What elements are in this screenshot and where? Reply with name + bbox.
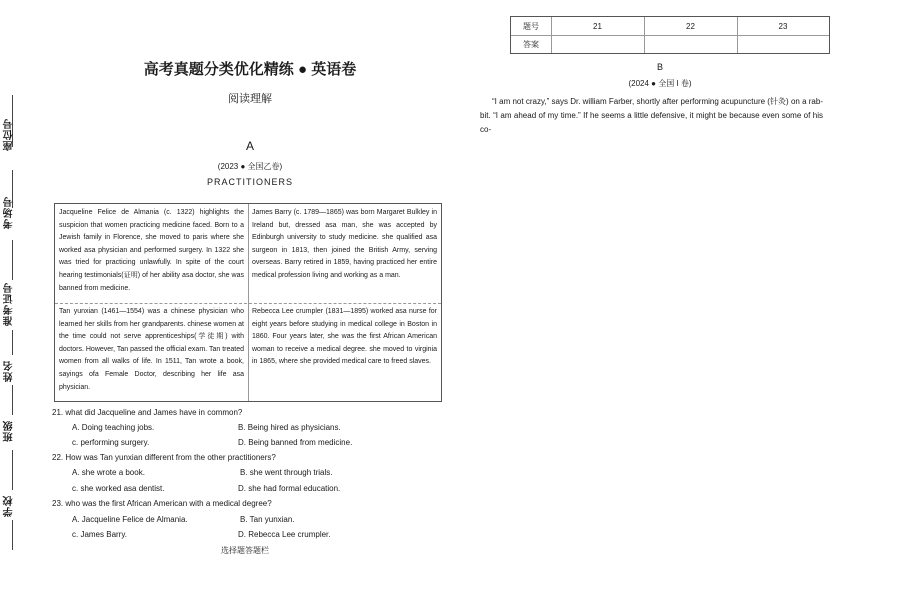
- practitioner-cell-jacqueline: Jacqueline Felice de Almania (c. 1322) highlights the suspicion that women practicing medicine faced. Born to a Jewish family in Florence, she moved to paris where she worked asa physician and performed surgery. In 1322 she was tried for practicing unlawfully. In spite of the court hearing testimonials(证明) of her ability asa doctor, she was banned from medicine.: [59, 209, 244, 292]
- question-22-stem: 22. How was Tan yunxian different from the other practitioners?: [52, 453, 276, 462]
- answer-table: [510, 16, 830, 54]
- binding-line: [12, 450, 14, 490]
- practitioner-cell-tan: Tan yunxian (1461—1554) was a chinese physician who learned her skills from her grandparents. chinese women at the time could not serve apprenticeships(学徒期) with doctors. However, Tan passed the official exam. Tan treated women from all walks of life. In 1511, Tan wrote a book, sayings ofa Female Doctor, describing her life asa physician.: [59, 308, 244, 391]
- question-22-option-b[interactable]: B. she went through trials.: [240, 468, 333, 477]
- school-label: 学校: [4, 495, 15, 517]
- class-label: 班级: [4, 420, 15, 442]
- question-23-option-d[interactable]: D. Rebecca Lee crumpler.: [238, 530, 331, 539]
- answer-box-23[interactable]: [737, 35, 829, 53]
- section-b-letter: B: [656, 62, 663, 72]
- binding-line: [12, 330, 14, 355]
- practitioners-grid: [54, 203, 442, 402]
- binding-line: [12, 520, 14, 550]
- question-21-option-c[interactable]: c. performing surgery.: [72, 438, 150, 447]
- question-23-option-a[interactable]: A. Jacqueline Felice de Almania.: [72, 515, 188, 524]
- section-b-paragraph: “I am not crazy,” says Dr. william Farber, shortly after performing acupuncture (针灸) on a rab- bit. “I am ahead of my time.” If he seems a little defensive, it might be because even some of his co-: [480, 97, 823, 134]
- answer-area-caption: 选择题答题栏: [221, 546, 269, 555]
- question-21-option-b[interactable]: B. Being hired as physicians.: [238, 423, 341, 432]
- question-22-option-d[interactable]: D. she had formal education.: [238, 484, 341, 493]
- question-21-option-a[interactable]: A. Doing teaching jobs.: [72, 423, 155, 432]
- name-label: 姓名: [4, 360, 15, 382]
- page-title: 高考真题分类优化精练 ● 英语卷: [143, 61, 357, 78]
- practitioner-cell-james: James Barry (c. 1789—1865) was born Margaret Bulkley in Ireland but, dressed asa man, she was accepted by Edinburgh university to study medicine. she qualified asa surgeon in 1813, then joined the British Army, serving overseas. Barry retired in 1859, having practiced her entire medical profession living and working as a man.: [252, 209, 437, 279]
- seat-number-label: 座位号: [4, 118, 15, 151]
- answer-table-number-label: 题号: [523, 21, 539, 31]
- binding-line: [12, 385, 14, 415]
- question-22-option-a[interactable]: A. she wrote a book.: [72, 468, 145, 477]
- page-subtitle: 阅读理解: [228, 93, 272, 105]
- answer-table-number: 22: [686, 21, 695, 31]
- answer-table-answer-label: 答案: [523, 39, 539, 49]
- answer-box-22[interactable]: [644, 35, 737, 53]
- section-b-source: (2024 ● 全国 I 卷): [628, 79, 692, 88]
- binding-margin: [0, 0, 40, 590]
- question-21-stem: 21. what did Jacqueline and James have in common?: [52, 408, 243, 417]
- question-23-option-c[interactable]: c. James Barry.: [72, 530, 127, 539]
- answer-box-21[interactable]: [551, 35, 644, 53]
- binding-line: [12, 240, 14, 280]
- question-22-option-c[interactable]: c. she worked asa dentist.: [72, 484, 165, 493]
- practitioner-cell-rebecca: Rebecca Lee crumpler (1831—1895) worked asa nurse for eight years before studying in medical college in Boston in 1860. Four years later, she was the first African American woman to receive a medical degree. she moved to virginia in 1865, where she provided medical care to freed slaves.: [252, 308, 437, 366]
- section-a-letter: A: [245, 139, 254, 153]
- question-23-option-b[interactable]: B. Tan yunxian.: [240, 515, 295, 524]
- answer-table-number: 23: [778, 21, 788, 31]
- question-21-option-d[interactable]: D. Being banned from medicine.: [238, 438, 353, 447]
- answer-table-number: 21: [593, 21, 602, 31]
- question-23-stem: 23. who was the first African American with a medical degree?: [52, 499, 272, 508]
- admission-ticket-label: 准考证号: [4, 282, 15, 326]
- section-a-heading: PRACTITIONERS: [206, 177, 293, 187]
- exam-room-label: 考场号: [4, 196, 15, 229]
- section-a-source: (2023 ● 全国乙卷): [217, 162, 283, 171]
